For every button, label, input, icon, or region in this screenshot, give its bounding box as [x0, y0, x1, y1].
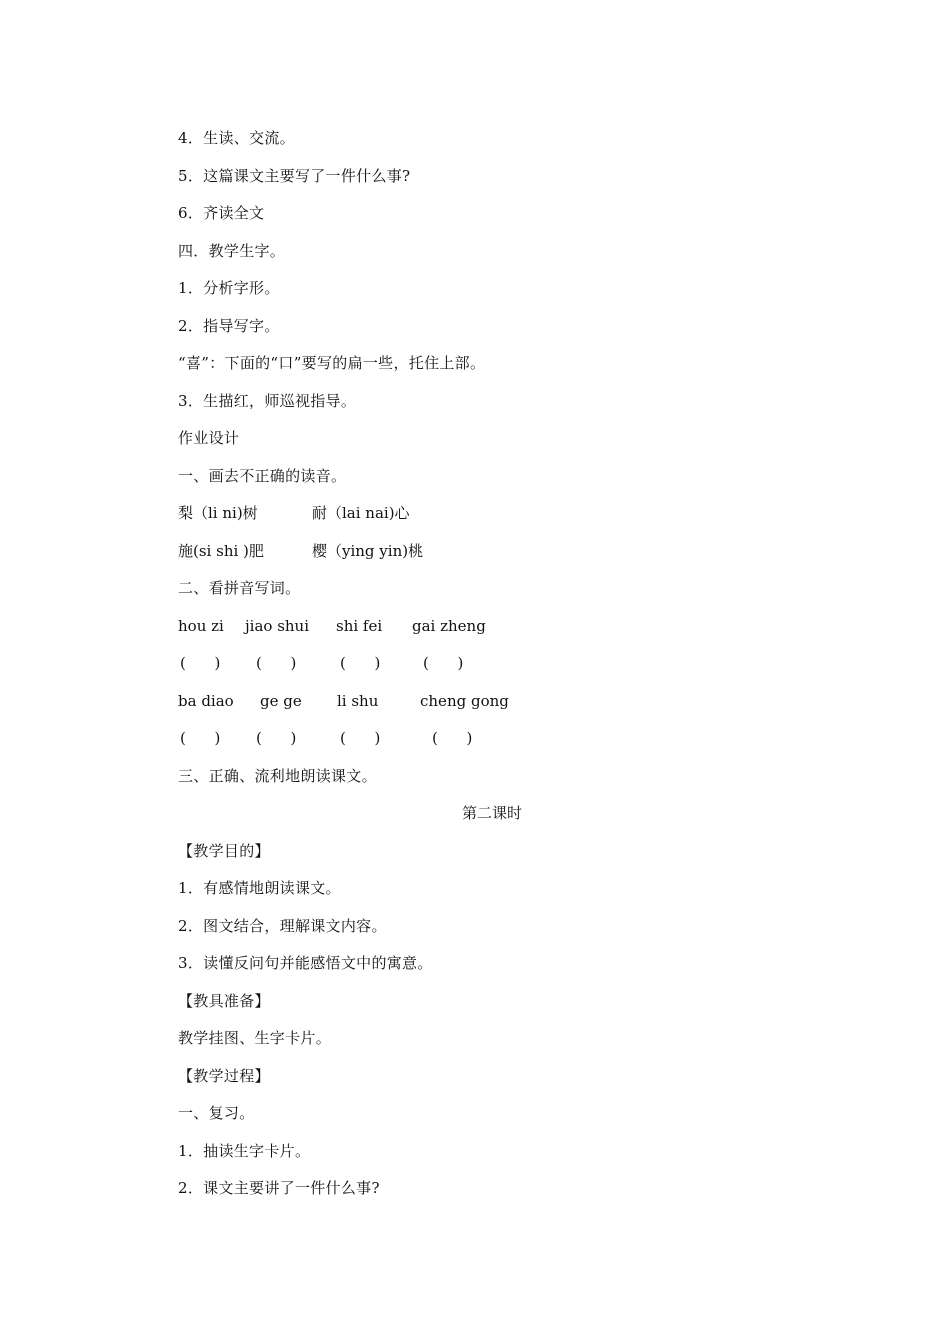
exercise-heading: 二、看拼音写词。 [178, 579, 301, 597]
text-line: 1．分析字形。 [178, 279, 280, 297]
pinyin-choice: 樱（ying yin)桃 [312, 542, 424, 560]
text-line: “喜”：下面的“口”要写的扁一些，托住上部。 [178, 354, 486, 372]
pinyin-word: shi fei [336, 617, 383, 635]
pinyin-word: jiao shui [245, 617, 310, 635]
lesson-title: 第二课时 [461, 804, 522, 822]
text-line: 6．齐读全文 [178, 204, 265, 222]
text-line: 2．指导写字。 [178, 317, 280, 335]
pinyin-choice: 施(si shi )肥 [178, 542, 264, 560]
answer-blank: ( ) [256, 654, 297, 672]
text-line: 2．图文结合，理解课文内容。 [178, 917, 387, 935]
section-heading: 【教具准备】 [178, 992, 270, 1010]
answer-blank: ( ) [256, 729, 297, 747]
answer-blank: ( ) [423, 654, 464, 672]
answer-blank: ( ) [432, 729, 473, 747]
pinyin-word: hou zi [178, 617, 224, 635]
text-line: 3．生描红，师巡视指导。 [178, 392, 357, 410]
pinyin-word: ge ge [260, 692, 302, 710]
answer-blank: ( ) [340, 729, 381, 747]
text-line: 教学挂图、生字卡片。 [178, 1029, 332, 1047]
text-line: 1．有感情地朗读课文。 [178, 879, 341, 897]
homework-heading: 作业设计 [178, 429, 240, 447]
pinyin-word: li shu [337, 692, 379, 710]
exercise-heading: 一、画去不正确的读音。 [178, 467, 347, 485]
section-heading: 一、复习。 [178, 1104, 255, 1122]
section-heading: 【教学过程】 [178, 1067, 270, 1085]
answer-blank: ( ) [180, 654, 221, 672]
pinyin-word: ba diao [178, 692, 234, 710]
section-heading: 【教学目的】 [178, 842, 270, 860]
text-line: 2．课文主要讲了一件什么事? [178, 1179, 380, 1197]
section-heading: 四．教学生字。 [178, 242, 286, 260]
text-line: 5．这篇课文主要写了一件什么事? [178, 167, 411, 185]
text-line: 1．抽读生字卡片。 [178, 1142, 311, 1160]
pinyin-word: cheng gong [420, 692, 509, 710]
pinyin-choice: 耐（lai nai)心 [312, 504, 410, 522]
text-line: 4．生读、交流。 [178, 129, 295, 147]
text-line: 3．读懂反问句并能感悟文中的寓意。 [178, 954, 433, 972]
answer-blank: ( ) [340, 654, 381, 672]
pinyin-choice: 梨（li ni)树 [178, 504, 258, 522]
answer-blank: ( ) [180, 729, 221, 747]
pinyin-word: gai zheng [412, 617, 486, 635]
exercise-heading: 三、正确、流利地朗读课文。 [178, 767, 377, 785]
